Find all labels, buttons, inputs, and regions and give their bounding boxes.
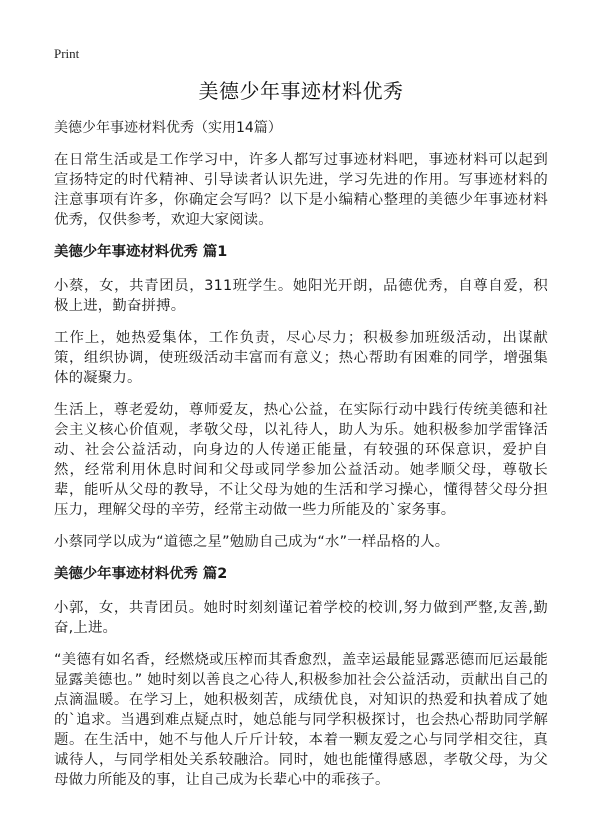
- section-1-paragraph: 小蔡同学以成为“道德之星”勉励自己成为“水”一样品格的人。: [54, 534, 450, 550]
- intro-paragraph: 在日常生活或是工作学习中，许多人都写过事迹材料吧，事迹材料可以起到宣扬特定的时代精神、引导读者认识先进，学习先进的作用。写事迹材料的注意事项有许多，你确定会写吗？以下是小编精心整理的美德少年事迹材料优秀，仅供参考，欢迎大家阅读。: [54, 152, 548, 228]
- section-1-paragraph: 生活上，尊老爱幼，尊师爱友，热心公益，在实际行动中践行传统美德和社会主义核心价值观，孝敬父母，以礼待人，助人为乐。她积极参加学雷锋活动、社会公益活动，向身边的人传递正能量，有较强的环保意识，爱护自然，经常利用休息时间和父母或同学参加公益活动。她孝顺父母，尊敬长辈，能听从父母的教导，不让父母为她的生活和学习操心，懂得替父母分担压力，理解父母的辛劳，经常主动做一些力所能及的`家务事。: [54, 402, 548, 518]
- document-subtitle: 美德少年事迹材料优秀（实用14篇）: [54, 120, 282, 136]
- print-label[interactable]: Print: [54, 46, 80, 61]
- section-1-paragraph: 小蔡，女，共青团员，311班学生。她阳光开朗，品德优秀，自尊自爱，积极上进，勤奋拼搏。: [54, 278, 548, 314]
- section-2-paragraph: “美德有如名香，经燃烧或压榨而其香愈烈，盖幸运最能显露恶德而厄运最能显露美德也。” 她时刻以善良之心待人,积极参加社会公益活动，贡献出自己的点滴温暖。在学习上，她积极刻苦，成绩优良，对知识的热爱和执着成了她的`追求。当遇到难点疑点时，她总能与同学积极探讨，也会热心帮助同学解题。在生活中，她不与他人斤斤计较，本着一颗友爱之心与同学相交往，真诚待人，与同学相处关系较融洽。同时，她也能懂得感恩，孝敬父母，为父母做力所能及的事，让自己成为长辈心中的乖孩子。: [54, 652, 548, 788]
- section-heading-1: 美德少年事迹材料优秀 篇1: [54, 244, 228, 260]
- section-heading-2: 美德少年事迹材料优秀 篇2: [54, 566, 228, 582]
- section-1-paragraph: 工作上，她热爱集体，工作负责，尽心尽力；积极参加班级活动，出谋献策，组织协调，使班级活动丰富而有意义；热心帮助有困难的同学，增强集体的凝聚力。: [54, 330, 548, 386]
- page-title: 美德少年事迹材料优秀: [198, 79, 404, 103]
- section-2-paragraph: 小郭，女，共青团员。她时时刻刻谨记着学校的校训,努力做到严整,友善,勤奋,上进。: [54, 600, 548, 636]
- document-body: [54, 118, 548, 802]
